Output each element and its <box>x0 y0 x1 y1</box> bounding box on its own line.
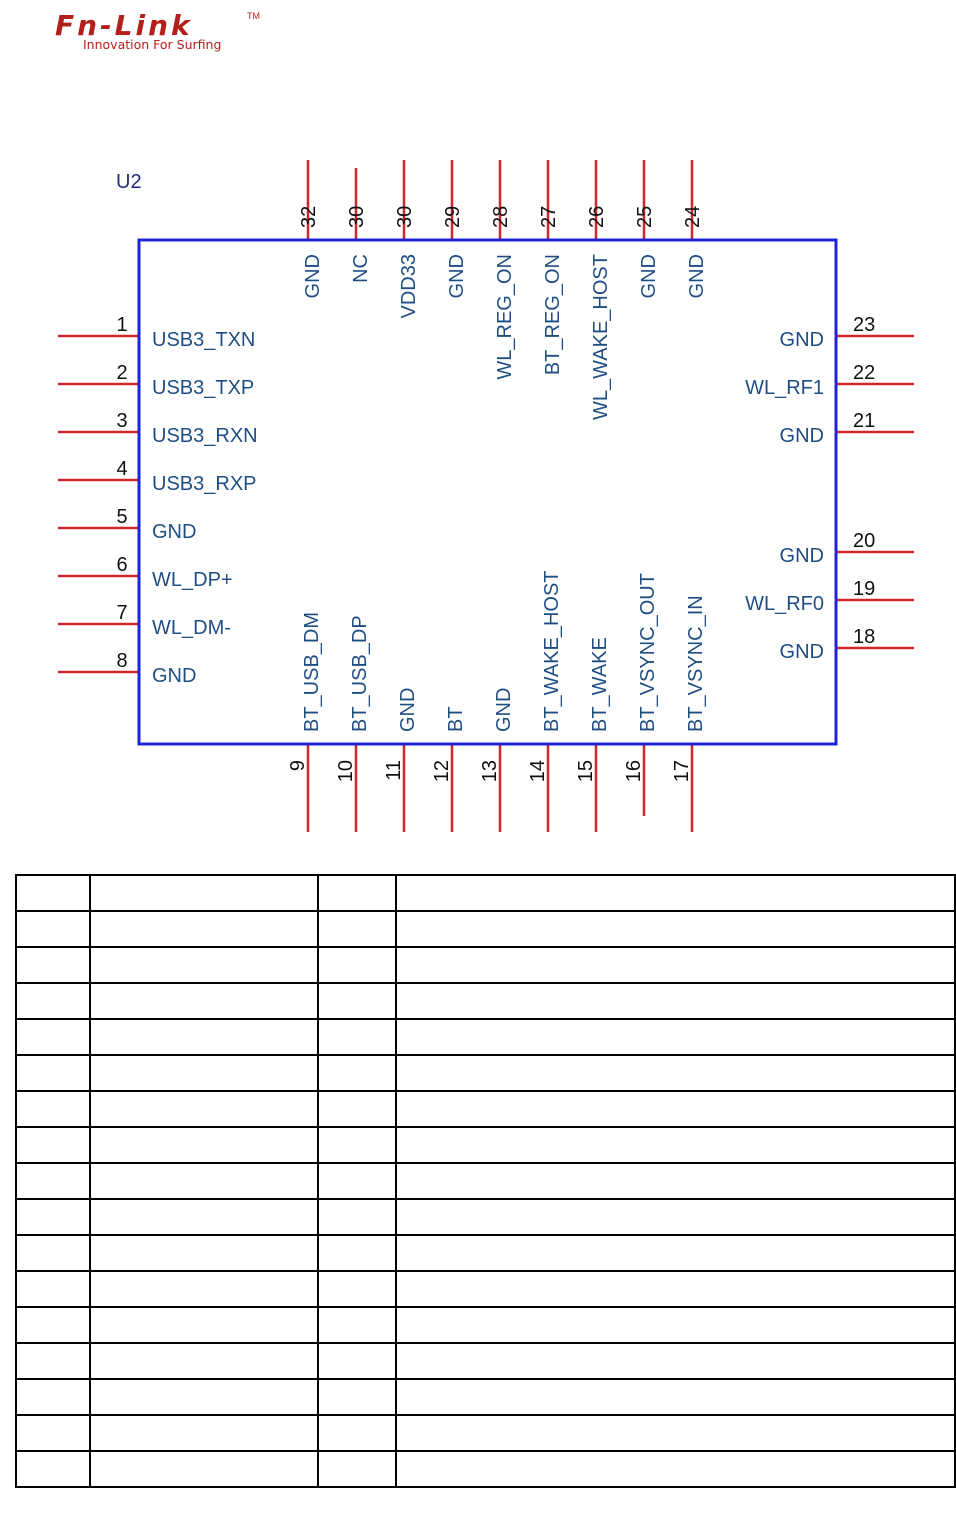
pin-number-10: 10 <box>335 760 357 783</box>
pin-number-16: 16 <box>623 760 645 783</box>
pin-name-top-8: GND <box>686 254 708 299</box>
pin-name-top-3: GND <box>446 254 468 299</box>
table-cell <box>396 1019 955 1055</box>
table-cell <box>90 1091 318 1127</box>
table-cell <box>396 1091 955 1127</box>
pin-number-22: 22 <box>853 362 876 384</box>
pin-number-20: 20 <box>853 530 876 552</box>
table-cell <box>318 1163 396 1199</box>
table-cell <box>90 911 318 947</box>
table-cell <box>318 1307 396 1343</box>
table-cell <box>318 1271 396 1307</box>
table-cell <box>90 1451 318 1487</box>
table-row <box>16 1235 955 1271</box>
table-cell <box>16 1343 90 1379</box>
pin-number-top-4: 28 <box>490 205 512 228</box>
logo-tagline: Innovation For Surfing <box>83 37 222 52</box>
table-cell <box>396 983 955 1019</box>
pin-name-top-6: WL_WAKE_HOST <box>590 254 612 420</box>
pin-name-top-0: GND <box>302 254 324 299</box>
pin-number-8: 8 <box>116 650 128 672</box>
logo-trademark: TM <box>247 11 260 21</box>
table-row <box>16 1307 955 1343</box>
pin-name-14: BT_WAKE_HOST <box>541 570 563 732</box>
pin-name-1: USB3_TXN <box>152 329 256 351</box>
pin-name-16: BT_VSYNC_OUT <box>637 573 659 732</box>
table-row <box>16 1271 955 1307</box>
pin-name-7: WL_DM- <box>152 617 231 639</box>
table-cell <box>16 875 90 911</box>
pin-number-13: 13 <box>479 760 501 783</box>
table-cell <box>396 1451 955 1487</box>
table-cell <box>396 875 955 911</box>
table-row <box>16 1019 955 1055</box>
pin-number-top-1: 30 <box>346 205 368 228</box>
table-cell <box>16 1307 90 1343</box>
pin-number-11: 11 <box>383 760 405 781</box>
table-cell <box>396 1343 955 1379</box>
table-cell <box>396 1307 955 1343</box>
pin-name-19: WL_RF0 <box>745 593 824 615</box>
table-row <box>16 1163 955 1199</box>
table-cell <box>16 1127 90 1163</box>
table-cell <box>90 1271 318 1307</box>
pin-name-top-2: VDD33 <box>398 254 420 319</box>
pin-name-top-7: GND <box>638 254 660 299</box>
pin-number-9: 9 <box>287 760 309 772</box>
table-cell <box>90 1019 318 1055</box>
pin-name-23: GND <box>779 329 824 351</box>
table-cell <box>396 1379 955 1415</box>
table-row <box>16 1055 955 1091</box>
table-cell <box>318 1235 396 1271</box>
pin-name-22: WL_RF1 <box>745 377 824 399</box>
pin-number-18: 18 <box>853 626 876 648</box>
pin-name-17: BT_VSYNC_IN <box>685 595 707 732</box>
table-cell <box>318 947 396 983</box>
table-cell <box>90 875 318 911</box>
pin-number-7: 7 <box>116 602 128 624</box>
table-cell <box>90 1379 318 1415</box>
pin-number-17: 17 <box>671 760 693 783</box>
table-row <box>16 875 955 911</box>
table-cell <box>318 1127 396 1163</box>
pin-name-13: GND <box>493 687 515 732</box>
pin-number-1: 1 <box>116 314 128 336</box>
table-row <box>16 947 955 983</box>
table-cell <box>16 1163 90 1199</box>
pin-name-15: BT_WAKE <box>589 637 611 732</box>
table-cell <box>318 1343 396 1379</box>
pin-number-top-7: 25 <box>634 205 656 228</box>
table-cell <box>396 1271 955 1307</box>
component-ref: U2 <box>116 171 142 193</box>
table-cell <box>90 1235 318 1271</box>
table-cell <box>16 1019 90 1055</box>
pin-number-4: 4 <box>116 458 128 480</box>
pin-number-14: 14 <box>527 760 549 783</box>
pin-name-5: GND <box>152 521 197 543</box>
table-row <box>16 1415 955 1451</box>
table-cell <box>90 983 318 1019</box>
table-row <box>16 1343 955 1379</box>
table-cell <box>16 947 90 983</box>
pin-table-body <box>16 875 955 1487</box>
table-cell <box>318 1199 396 1235</box>
table-cell <box>90 1199 318 1235</box>
pin-name-top-1: NC <box>350 254 372 283</box>
table-cell <box>90 1415 318 1451</box>
table-cell <box>318 875 396 911</box>
table-cell <box>16 1379 90 1415</box>
table-row <box>16 1199 955 1235</box>
pin-name-8: GND <box>152 665 197 687</box>
pin-number-21: 21 <box>853 410 876 432</box>
pin-name-20: GND <box>779 545 824 567</box>
table-cell <box>16 1091 90 1127</box>
pin-name-11: GND <box>397 687 419 732</box>
table-cell <box>90 1127 318 1163</box>
table-row <box>16 1127 955 1163</box>
pin-number-19: 19 <box>853 578 876 600</box>
pin-number-15: 15 <box>575 760 597 783</box>
pin-number-6: 6 <box>116 554 128 576</box>
logo-wordmark: Fn-Link <box>55 9 193 42</box>
pin-name-21: GND <box>779 425 824 447</box>
table-cell <box>396 1055 955 1091</box>
table-cell <box>396 947 955 983</box>
table-cell <box>318 1415 396 1451</box>
table-cell <box>90 1055 318 1091</box>
table-cell <box>396 1199 955 1235</box>
table-row <box>16 1091 955 1127</box>
table-cell <box>16 983 90 1019</box>
pin-lines <box>58 160 914 832</box>
pin-number-5: 5 <box>116 506 128 528</box>
pin-number-top-2: 30 <box>394 205 416 228</box>
table-cell <box>90 1343 318 1379</box>
table-cell <box>318 911 396 947</box>
table-cell <box>318 1019 396 1055</box>
table-cell <box>90 947 318 983</box>
table-cell <box>90 1163 318 1199</box>
table-cell <box>396 1127 955 1163</box>
pin-number-2: 2 <box>116 362 128 384</box>
table-cell <box>396 1415 955 1451</box>
table-cell <box>16 1271 90 1307</box>
pin-name-4: USB3_RXP <box>152 473 257 495</box>
pin-name-3: USB3_RXN <box>152 425 258 447</box>
table-cell <box>90 1307 318 1343</box>
pin-labels <box>116 206 875 783</box>
pin-number-top-0: 32 <box>298 205 320 228</box>
table-cell <box>318 1091 396 1127</box>
pin-name-12: BT <box>445 706 467 732</box>
pin-number-23: 23 <box>853 314 876 336</box>
table-cell <box>16 1199 90 1235</box>
pin-number-top-6: 26 <box>586 205 608 228</box>
table-cell <box>396 1235 955 1271</box>
pin-number-top-8: 24 <box>682 205 704 228</box>
table-cell <box>16 911 90 947</box>
pin-name-18: GND <box>779 641 824 663</box>
table-row <box>16 1451 955 1487</box>
table-row <box>16 911 955 947</box>
pin-name-6: WL_DP+ <box>152 569 233 591</box>
table-cell <box>318 983 396 1019</box>
pin-number-top-3: 29 <box>442 205 464 228</box>
pin-name-top-5: BT_REG_ON <box>542 254 564 376</box>
pin-table <box>15 874 956 1488</box>
table-cell <box>16 1415 90 1451</box>
table-cell <box>318 1451 396 1487</box>
table-cell <box>16 1055 90 1091</box>
table-cell <box>396 1163 955 1199</box>
table-cell <box>16 1451 90 1487</box>
pin-name-10: BT_USB_DP <box>349 615 371 732</box>
pin-name-top-4: WL_REG_ON <box>494 254 516 380</box>
table-cell <box>318 1379 396 1415</box>
pin-name-9: BT_USB_DM <box>301 611 323 732</box>
table-row <box>16 1379 955 1415</box>
table-cell <box>396 911 955 947</box>
pin-name-2: USB3_TXP <box>152 377 255 399</box>
table-row <box>16 983 955 1019</box>
pin-number-top-5: 27 <box>538 205 560 228</box>
pin-number-3: 3 <box>116 410 128 432</box>
table-cell <box>318 1055 396 1091</box>
table-cell <box>16 1235 90 1271</box>
pin-number-12: 12 <box>431 760 453 783</box>
